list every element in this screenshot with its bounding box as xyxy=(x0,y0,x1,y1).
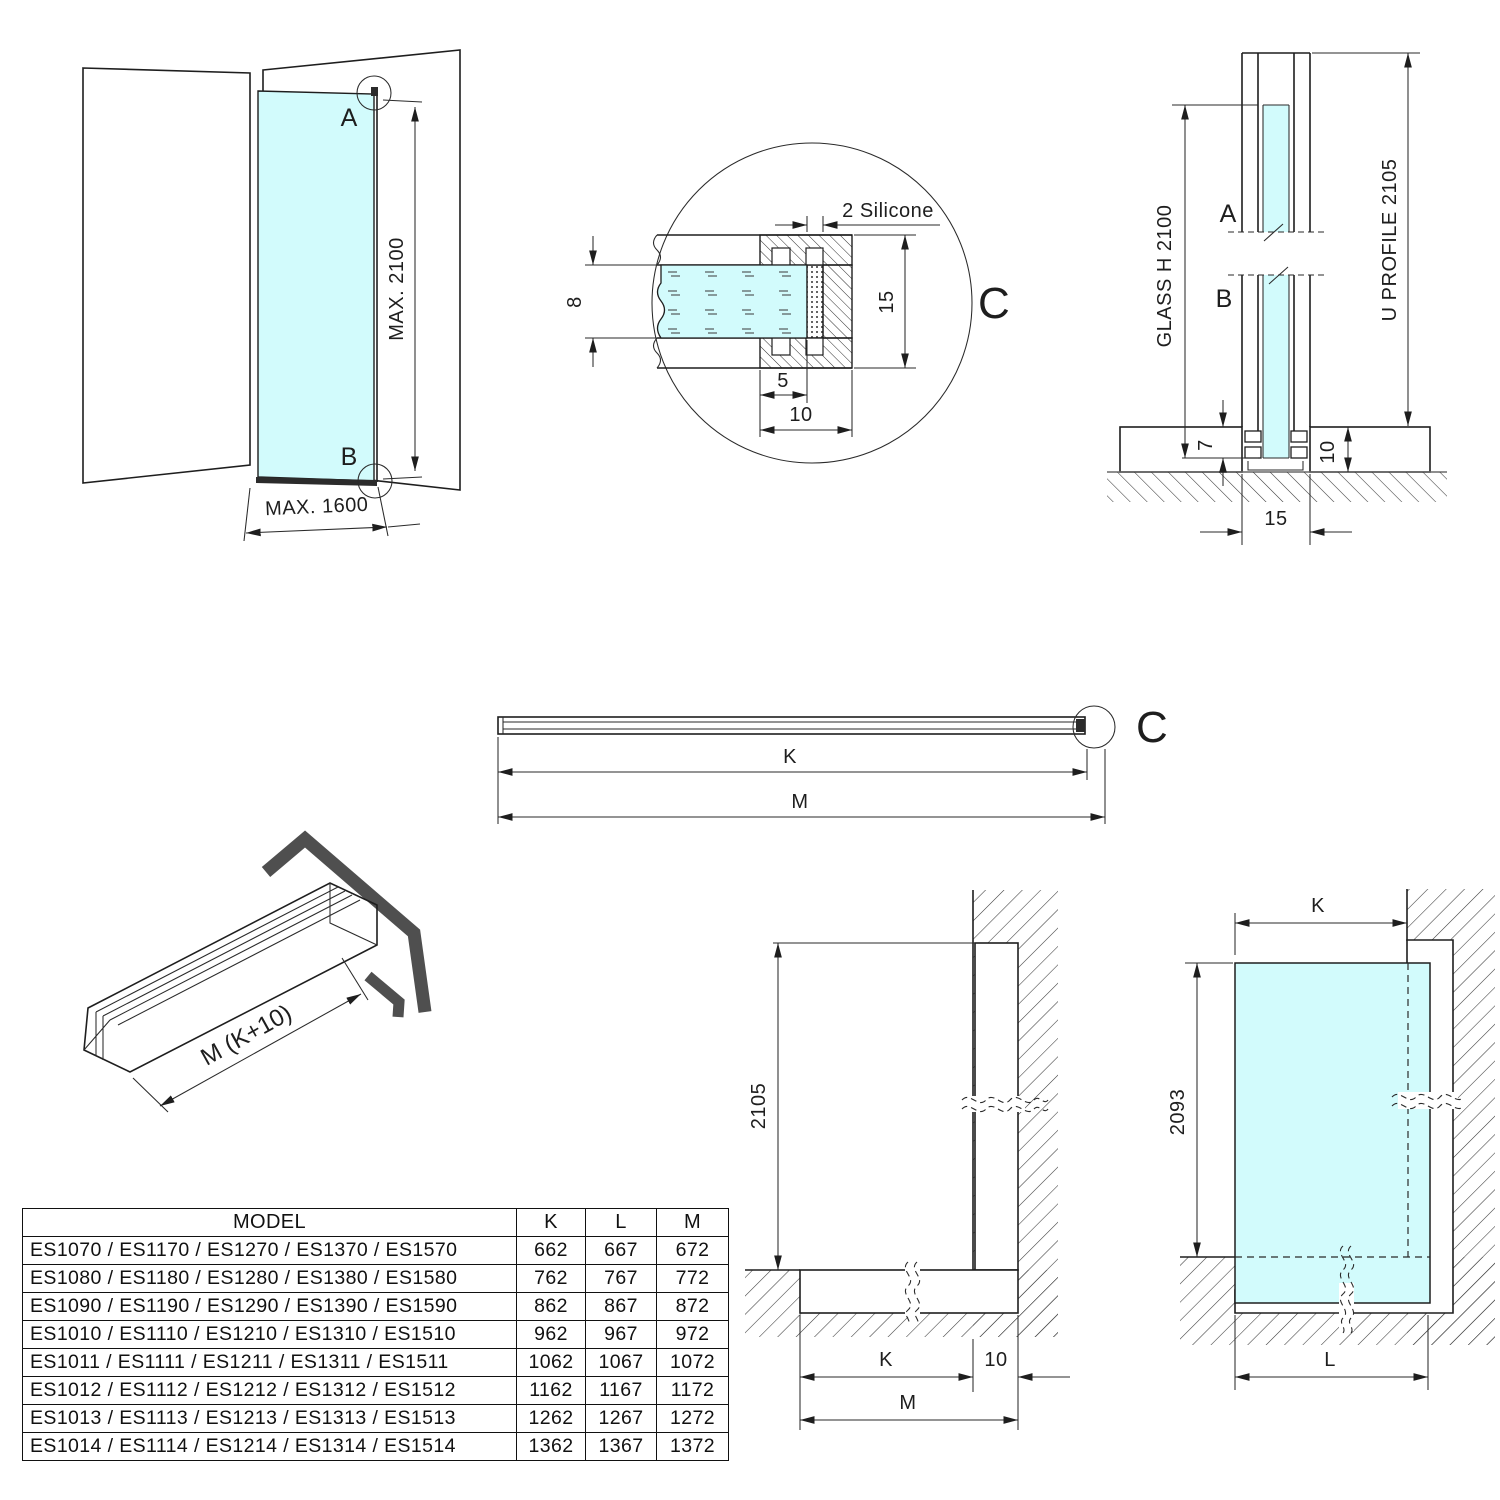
dim-silicone: 2 Silicone xyxy=(842,200,934,222)
label-c: C xyxy=(1136,703,1168,752)
dim-5: 5 xyxy=(777,370,789,392)
dim-glass-height: GLASS H 2100 xyxy=(1154,204,1176,348)
table-row: ES1013 / ES1113 / ES1213 / ES1313 / ES1513 1262 1267 1272 xyxy=(23,1405,729,1433)
profile-bar xyxy=(498,717,1085,734)
dim-max-1600: MAX. 1600 xyxy=(264,493,369,521)
dim-k: K xyxy=(1311,895,1325,917)
detail-c-view xyxy=(564,143,1010,463)
dim-7: 7 xyxy=(1195,439,1217,451)
table-row: ES1012 / ES1112 / ES1212 / ES1312 / ES1512 1162 1167 1172 xyxy=(23,1377,729,1405)
dim-max-2100: MAX. 2100 xyxy=(386,237,408,341)
profiles-elevation-view xyxy=(745,890,1070,1430)
dim-10: 10 xyxy=(984,1349,1008,1371)
label-b: B xyxy=(340,443,358,471)
perspective-view xyxy=(83,50,460,541)
left-wall xyxy=(83,68,250,483)
glass-panel xyxy=(1235,963,1430,1303)
dim-k: K xyxy=(879,1349,893,1371)
col-model: MODEL xyxy=(23,1209,517,1237)
floor-hatch xyxy=(1107,472,1447,502)
table-row: ES1010 / ES1110 / ES1210 / ES1310 / ES1510 962 967 972 xyxy=(23,1321,729,1349)
corner-cap-profile xyxy=(266,839,425,1012)
table-row: ES1090 / ES1190 / ES1290 / ES1390 / ES1590 862 867 872 xyxy=(23,1293,729,1321)
label-a: A xyxy=(1219,200,1237,228)
dim-l: L xyxy=(1324,1349,1336,1371)
end-cap xyxy=(1076,719,1085,732)
dim-2093: 2093 xyxy=(1167,1088,1189,1136)
col-m: M xyxy=(657,1209,729,1237)
dim-10: 10 xyxy=(789,404,813,426)
profile-top-view xyxy=(498,703,1168,824)
corner-cap-inner-leg xyxy=(368,976,399,1017)
col-k: K xyxy=(517,1209,586,1237)
floor-profile-left xyxy=(1120,427,1242,472)
glass-panel xyxy=(258,91,374,481)
glass-upper xyxy=(1263,105,1289,232)
profile-back xyxy=(823,265,852,338)
table-row: ES1080 / ES1180 / ES1280 / ES1380 / ES1580 762 767 772 xyxy=(23,1265,729,1293)
model-table xyxy=(22,1208,729,1461)
profile-3d-view xyxy=(84,839,425,1112)
silicone-strip xyxy=(807,265,823,338)
col-l: L xyxy=(586,1209,657,1237)
dim-2105: 2105 xyxy=(748,1082,770,1130)
table-header-row xyxy=(23,1209,729,1237)
dim-m: M xyxy=(791,791,809,813)
dim-8: 8 xyxy=(564,296,586,308)
dim-profile-height: U PROFILE 2105 xyxy=(1379,158,1401,322)
dim-k: K xyxy=(783,746,797,768)
glass-lower xyxy=(1263,275,1289,458)
label-b: B xyxy=(1215,285,1233,313)
dim-m-k10: M (K+10) xyxy=(196,999,297,1072)
glass-elevation-view xyxy=(1167,889,1495,1390)
table-row: ES1070 / ES1170 / ES1270 / ES1370 / ES1570 662 667 672 xyxy=(23,1237,729,1265)
table-row: ES1014 / ES1114 / ES1214 / ES1314 / ES1514 1362 1367 1372 xyxy=(23,1433,729,1461)
label-a: A xyxy=(340,104,358,132)
dim-10: 10 xyxy=(1317,440,1339,464)
dim-15: 15 xyxy=(876,290,898,314)
dim-15: 15 xyxy=(1264,508,1288,530)
label-c: C xyxy=(978,279,1010,328)
wall-section-view xyxy=(1107,53,1447,545)
top-profile-end xyxy=(371,87,378,96)
table-row: ES1011 / ES1111 / ES1211 / ES1311 / ES1511 1062 1067 1072 xyxy=(23,1349,729,1377)
dim-m: M xyxy=(899,1392,917,1414)
